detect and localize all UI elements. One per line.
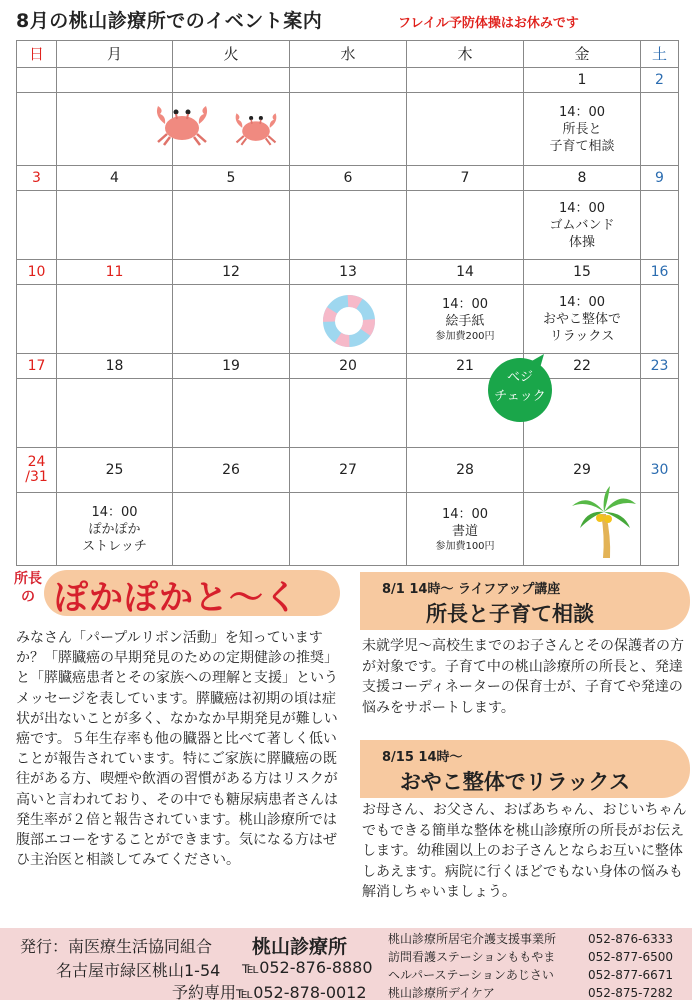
date-cell: 29 xyxy=(524,448,641,493)
date-cell: 6 xyxy=(290,166,407,191)
date-cell: 21 xyxy=(407,354,524,379)
page-title: 8月の桃山診療所でのイベント案内 xyxy=(16,10,323,32)
office-name: 桃山診療所居宅介護支援事業所 xyxy=(388,932,557,946)
date-cell xyxy=(290,68,407,93)
date-row xyxy=(17,68,679,93)
office-name: 桃山診療所デイケア xyxy=(388,986,495,1000)
event-row xyxy=(17,93,679,166)
date-cell: 28 xyxy=(407,448,524,493)
event-text: 14：00 所長と 子育て相談 xyxy=(549,104,615,154)
event-2-title: おやこ整体でリラックス xyxy=(399,770,631,794)
date-cell: 17 xyxy=(17,354,57,379)
office-row xyxy=(388,984,673,1002)
date-cell: 22 xyxy=(524,354,641,379)
date-cell: 15 xyxy=(524,260,641,285)
office-row xyxy=(388,930,673,948)
veggie-check-badge xyxy=(484,354,556,424)
event-cell xyxy=(173,191,290,260)
event-1-body: 未就学児～高校生までのお子さんとその保護者の方が対象です。子育て中の桃山診療所の所長と、発達支援コーディネーターの保育士が、子育てや発達の悩みをサポートします。 xyxy=(362,638,684,716)
fee-text: 参加費100円 xyxy=(435,540,495,552)
event-cell xyxy=(407,493,524,566)
date-cell: 10 xyxy=(17,260,57,285)
footer xyxy=(0,928,692,1000)
event-2-subtitle: 8/15 14時～ xyxy=(382,750,463,765)
office-tel: 052-877-6500 xyxy=(588,950,674,964)
event-cell xyxy=(290,379,407,448)
event-cell xyxy=(173,379,290,448)
date-cell: 20 xyxy=(290,354,407,379)
date-row xyxy=(17,260,679,285)
clinic-tel: ℡052-876-8880 xyxy=(242,958,373,977)
event-text: 14：00 書道 xyxy=(441,506,489,539)
date-cell: 1 xyxy=(524,68,641,93)
clinic-name: 桃山診療所 xyxy=(252,936,348,958)
column-body: みなさん「パープルリボン活動」を知っていますか？「膵臓癌の早期発見のための定期健診の推奨」と「膵臓癌患者とその家族への理解と支援」というメッセージを表しています。膵臓癌は初期の頃は症状が出ないことが多く、なかなか早期発見が難しい癌です。５年生存率も他の臓器と比べて著しく低いことが報告されています。特にご家族に膵臓癌の既往がある方、喫煙や飲酒の習慣がある方はリスクが高いと言われており、その中でも糖尿病患者さんは発生率が２倍と報告されています。桃山診療所では腹部エコーをすることができます。気になる方はぜひ主治医と相談してみてください。 xyxy=(16,630,338,869)
office-name: ヘルパーステーションあじさい xyxy=(388,968,554,982)
column-title: ぽかぽかと〜く xyxy=(54,578,299,618)
date-cell: 8 xyxy=(524,166,641,191)
date-cell: 9 xyxy=(641,166,679,191)
event-cell xyxy=(641,93,679,166)
office-tel: 052-875-7282 xyxy=(588,986,674,1000)
office-row xyxy=(388,966,673,984)
date-cell: 18 xyxy=(57,354,173,379)
event-cell xyxy=(57,191,173,260)
event-cell xyxy=(57,285,173,354)
event-cell xyxy=(407,191,524,260)
date-cell: 16 xyxy=(641,260,679,285)
date-cell: 24 /31 xyxy=(17,448,57,493)
weekday-tue: 火 xyxy=(173,41,290,68)
date-cell xyxy=(407,68,524,93)
date-cell: 23 xyxy=(641,354,679,379)
event-cell xyxy=(641,285,679,354)
event-1-subtitle: 8/1 14時～ ライフアップ講座 xyxy=(382,582,561,597)
event-cell xyxy=(524,93,641,166)
event-cell xyxy=(290,191,407,260)
date-cell xyxy=(57,68,173,93)
date-cell: 13 xyxy=(290,260,407,285)
date-cell xyxy=(17,68,57,93)
event-text: 14：00 絵手紙 xyxy=(441,296,489,329)
column-heading xyxy=(6,564,346,622)
date-cell: 25 xyxy=(57,448,173,493)
event-cell xyxy=(407,93,524,166)
event-row xyxy=(17,191,679,260)
date-cell: 19 xyxy=(173,354,290,379)
crab-illustration xyxy=(150,100,214,146)
date-cell: 26 xyxy=(173,448,290,493)
date-cell: 30 xyxy=(641,448,679,493)
date-cell: 12 xyxy=(173,260,290,285)
event-cell xyxy=(17,191,57,260)
event-cell xyxy=(524,285,641,354)
event-cell xyxy=(641,191,679,260)
event-cell xyxy=(290,493,407,566)
date-cell: 3 xyxy=(17,166,57,191)
event-cell xyxy=(17,285,57,354)
event-cell xyxy=(17,379,57,448)
date-cell xyxy=(173,68,290,93)
weekday-wed: 水 xyxy=(290,41,407,68)
date-row xyxy=(17,166,679,191)
publisher-label: 発行：南医療生活協同組合 xyxy=(20,937,213,956)
event-text: 14：00 ゴムバンド 体操 xyxy=(549,200,615,250)
event-2-body: お母さん、お父さん、おばあちゃん、おじいちゃんでもできる簡単な整体を桃山診療所の所長がお伝えします。幼稚園以上のお子さんとならお互いに整体しあえます。病院に行くほどでもない身体の悩みも解消しちゃいましょう。 xyxy=(362,802,687,900)
event-cell xyxy=(173,285,290,354)
swim-ring-illustration xyxy=(322,294,376,348)
event-cell xyxy=(641,493,679,566)
event-cell xyxy=(17,93,57,166)
column-prefix: 所長の xyxy=(14,571,42,605)
event-text: 14：00 おやこ整体で リラックス xyxy=(542,294,621,344)
event-cell xyxy=(641,379,679,448)
event-cell xyxy=(57,379,173,448)
event-cell xyxy=(173,493,290,566)
fee-text: 参加費200円 xyxy=(435,330,495,342)
office-tel: 052-877-6671 xyxy=(588,968,674,982)
event-cell xyxy=(407,285,524,354)
event-cell xyxy=(290,93,407,166)
event-cell xyxy=(57,493,173,566)
palm-tree-illustration xyxy=(568,486,638,558)
office-list xyxy=(388,930,673,1002)
weekday-fri: 金 xyxy=(524,41,641,68)
date-cell: 11 xyxy=(57,260,173,285)
date-cell: 14 xyxy=(407,260,524,285)
clinic-address: 名古屋市緑区桃山1-54 xyxy=(56,961,221,980)
event-row xyxy=(17,379,679,448)
date-cell: 7 xyxy=(407,166,524,191)
crab-illustration xyxy=(230,108,282,146)
date-cell: 2 xyxy=(641,68,679,93)
date-cell: 4 xyxy=(57,166,173,191)
weekday-mon: 月 xyxy=(57,41,173,68)
office-row xyxy=(388,948,673,966)
reservation-tel: 予約専用℡052-878-0012 xyxy=(172,983,367,1002)
weekday-thu: 木 xyxy=(407,41,524,68)
weekday-sat: 土 xyxy=(641,41,679,68)
office-name: 訪問看護ステーションももやま xyxy=(388,950,556,964)
veggie-check-label: ベジ チェック xyxy=(494,370,546,404)
date-cell: 5 xyxy=(173,166,290,191)
date-cell: 27 xyxy=(290,448,407,493)
event-cell xyxy=(17,493,57,566)
office-tel: 052-876-6333 xyxy=(588,932,674,946)
event-cell xyxy=(524,191,641,260)
weekday-sun: 日 xyxy=(17,41,57,68)
notice-text: フレイル予防体操はお休みです xyxy=(398,16,579,31)
weekday-header-row xyxy=(17,41,679,68)
event-1-title: 所長と子育て相談 xyxy=(426,602,594,626)
event-banner-1 xyxy=(360,572,690,630)
event-text: 14：00 ぽかぽか ストレッチ xyxy=(82,504,147,554)
date-row xyxy=(17,354,679,379)
event-banner-2 xyxy=(360,740,690,798)
